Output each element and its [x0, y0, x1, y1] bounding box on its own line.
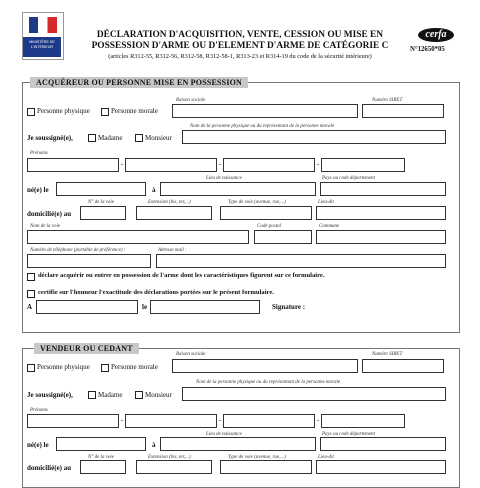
- nom-hint: Nom de la personne physique ou du représentant de la personne morale: [190, 124, 335, 129]
- cerfa-text: cerfa: [425, 29, 447, 40]
- je-soussigne-label: Je soussigné(e),: [27, 134, 73, 142]
- extension-input[interactable]: [136, 206, 212, 220]
- lieu-naissance-hint: Lieu de naissance: [206, 176, 242, 181]
- lieu-signature-input[interactable]: [36, 300, 138, 314]
- logo-text: MINISTÈRE DE L'INTÉRIEUR: [29, 40, 55, 49]
- cerfa-number: N°12650*05: [410, 46, 445, 53]
- lieu-dit-input[interactable]: [316, 460, 446, 474]
- signature-label: Signature :: [272, 303, 306, 311]
- prenom-3-input[interactable]: [223, 414, 315, 428]
- prenom-2-input[interactable]: [125, 158, 217, 172]
- telephone-input[interactable]: [27, 254, 151, 268]
- date-naissance-input[interactable]: [56, 182, 146, 196]
- personne-morale-checkbox[interactable]: [101, 364, 109, 372]
- date-naissance-input[interactable]: [56, 437, 146, 451]
- dash: -: [219, 160, 222, 168]
- nom-hint: Nom de la personne physique ou du représentant de la personne morale: [196, 380, 341, 385]
- personne-morale-label: Personne morale: [111, 363, 158, 371]
- lieu-dit-hint: Lieu-dit: [318, 200, 334, 205]
- pays-input[interactable]: [320, 437, 446, 451]
- form-title-line1: DÉCLARATION D'ACQUISITION, VENTE, CESSION OU MISE EN: [96, 30, 384, 40]
- mail-input[interactable]: [156, 254, 446, 268]
- monsieur-label: Monsieur: [145, 391, 172, 399]
- domicilie-label: domicilié(e) au: [27, 210, 72, 218]
- madame-checkbox[interactable]: [88, 134, 96, 142]
- le-label: le: [142, 303, 148, 311]
- raison-sociale-hint: Raison sociale: [176, 98, 206, 103]
- dash: -: [219, 416, 222, 424]
- ne-le-label: né(e) le: [27, 441, 49, 449]
- monsieur-checkbox[interactable]: [135, 134, 143, 142]
- code-postal-input[interactable]: [254, 230, 312, 244]
- extension-hint: Extension (bis, ter,...): [148, 200, 191, 205]
- prenom-1-input[interactable]: [27, 414, 119, 428]
- form-subtitle: (articles R312-55, R312-56, R312-58, R312-58-1, R313-23 et R314-19 du code de la sécurité intérieure): [108, 53, 372, 60]
- vendeur-section-title: VENDEUR OU CEDANT: [34, 343, 139, 354]
- ne-le-label: né(e) le: [27, 186, 49, 194]
- siret-hint: Numéro SIRET: [372, 98, 403, 103]
- siret-input[interactable]: [362, 359, 444, 373]
- lieu-naissance-input[interactable]: [160, 437, 316, 451]
- nom-input[interactable]: [182, 387, 446, 401]
- personne-physique-checkbox[interactable]: [27, 364, 35, 372]
- flag-icon: [29, 17, 57, 33]
- dash: -: [317, 160, 320, 168]
- personne-physique-label: Personne physique: [37, 363, 90, 371]
- declare-checkbox[interactable]: [27, 273, 35, 281]
- telephone-hint: Numéro de téléphone (portable de préférence) :: [30, 248, 126, 253]
- pays-hint: Pays ou code département: [322, 176, 375, 181]
- prenom-3-input[interactable]: [223, 158, 315, 172]
- cerfa-logo: [418, 28, 454, 42]
- pays-hint: Pays ou code département: [322, 432, 375, 437]
- personne-physique-label: Personne physique: [37, 107, 90, 115]
- monsieur-label: Monsieur: [145, 134, 172, 142]
- type-voie-input[interactable]: [220, 460, 312, 474]
- lieu-dit-input[interactable]: [316, 206, 446, 220]
- mail-hint: Adresse mail :: [158, 248, 187, 253]
- certifie-label: certifie sur l'honneur l'exactitude des déclarations portées sur le présent formulaire.: [38, 289, 274, 296]
- code-postal-hint: Code postal: [257, 224, 282, 229]
- num-voie-input[interactable]: [80, 206, 126, 220]
- prenom-2-input[interactable]: [125, 414, 217, 428]
- monsieur-checkbox[interactable]: [135, 391, 143, 399]
- acquereur-section-title: ACQUÉREUR OU PERSONNE MISE EN POSSESSION: [30, 77, 248, 88]
- lieu-naissance-input[interactable]: [160, 182, 316, 196]
- nom-voie-input[interactable]: [27, 230, 249, 244]
- dash: -: [317, 416, 320, 424]
- certifie-checkbox[interactable]: [27, 290, 35, 298]
- dash: -: [121, 160, 124, 168]
- commune-hint: Commune: [319, 224, 340, 229]
- prenom-4-input[interactable]: [321, 158, 405, 172]
- lieu-naissance-hint: Lieu de naissance: [206, 432, 242, 437]
- siret-input[interactable]: [362, 104, 444, 118]
- type-voie-hint: Type de voie (avenue, rue,...): [228, 455, 286, 460]
- madame-label: Madame: [98, 134, 123, 142]
- extension-hint: Extension (bis, ter,...): [148, 455, 191, 460]
- madame-checkbox[interactable]: [88, 391, 96, 399]
- lieu-dit-hint: Lieu-dit: [318, 455, 334, 460]
- prenoms-hint: Prénoms: [30, 408, 48, 413]
- personne-morale-label: Personne morale: [111, 107, 158, 115]
- prenom-1-input[interactable]: [27, 158, 119, 172]
- republic-logo: [22, 12, 64, 60]
- form-title-line2: POSSESSION D'ARME OU D'ELEMENT D'ARME DE CATÉGORIE C: [91, 41, 389, 51]
- raison-sociale-hint: Raison sociale: [176, 352, 206, 357]
- type-voie-input[interactable]: [220, 206, 312, 220]
- nom-input[interactable]: [182, 130, 446, 144]
- personne-physique-checkbox[interactable]: [27, 108, 35, 116]
- personne-morale-checkbox[interactable]: [101, 108, 109, 116]
- declare-label: déclare acquérir ou entrer en possession de l'arme dont les caractéristiques figurent sur ce formulaire.: [38, 272, 325, 279]
- date-signature-input[interactable]: [150, 300, 260, 314]
- num-voie-hint: N° de la voie: [88, 200, 115, 205]
- a-naissance-label: à: [152, 441, 156, 449]
- commune-input[interactable]: [316, 230, 446, 244]
- extension-input[interactable]: [136, 460, 212, 474]
- raison-sociale-input[interactable]: [172, 359, 358, 373]
- je-soussigne-label: Je soussigné(e),: [27, 391, 73, 399]
- prenoms-hint: Prénoms: [30, 151, 48, 156]
- madame-label: Madame: [98, 391, 123, 399]
- type-voie-hint: Type de voie (avenue, rue,...): [228, 200, 286, 205]
- siret-hint: Numéro SIRET: [372, 352, 403, 357]
- pays-input[interactable]: [320, 182, 446, 196]
- num-voie-hint: N° de la voie: [88, 455, 115, 460]
- a-lieu-label: A: [27, 303, 33, 311]
- prenom-4-input[interactable]: [321, 414, 405, 428]
- num-voie-input[interactable]: [80, 460, 126, 474]
- raison-sociale-input[interactable]: [172, 104, 358, 118]
- dash: -: [121, 416, 124, 424]
- domicilie-label: domicilié(e) au: [27, 464, 72, 472]
- nom-voie-hint: Nom de la voie: [30, 224, 61, 229]
- a-naissance-label: à: [152, 186, 156, 194]
